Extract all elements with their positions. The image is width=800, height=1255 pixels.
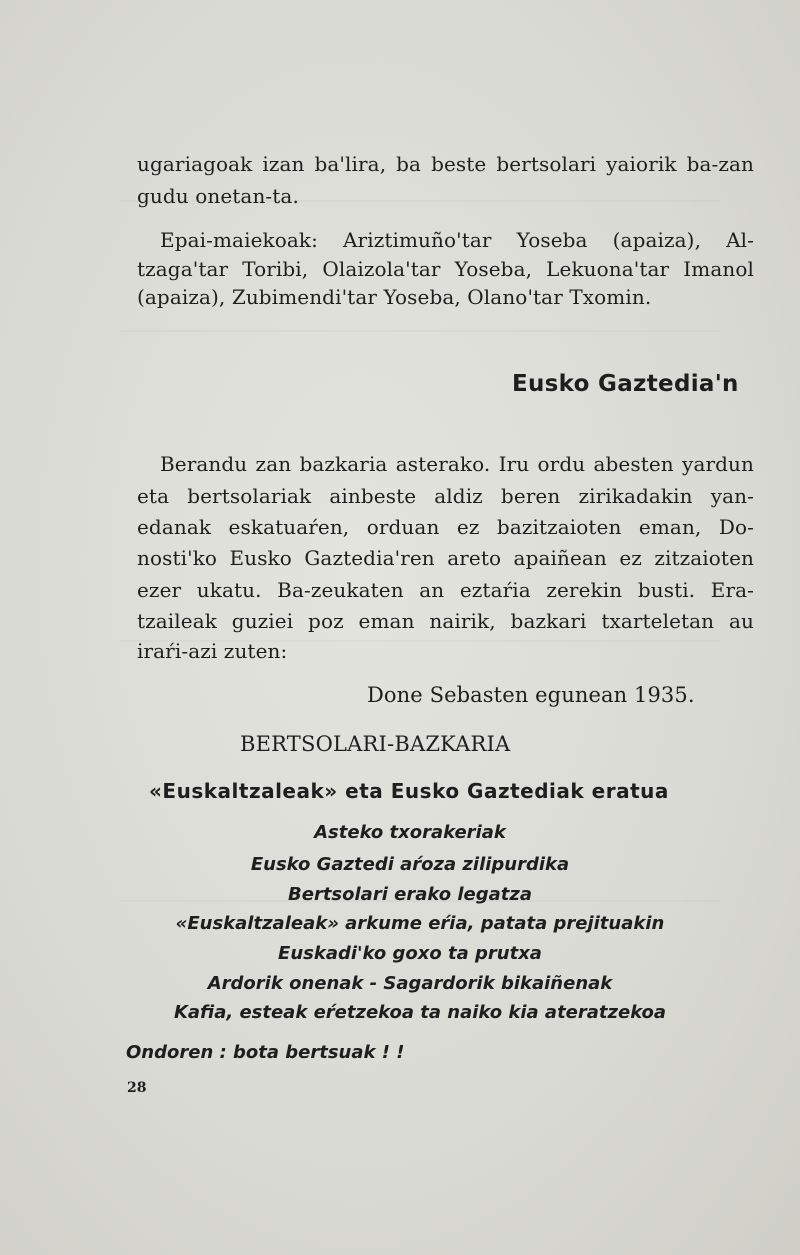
body-line: Epai-maiekoak: Ariztimuño'tar Yoseba (apaiza), Al- [160,228,754,252]
body-line: iraŕi-azi zuten: [137,639,288,663]
menu-item: «Euskaltzaleak» arkume eŕia, patata prejituakin [175,913,665,934]
body-line: Berandu zan bazkaria asterako. Iru ordu abesten yardun [160,452,754,476]
section-heading: Eusko Gaztedia'n [512,371,739,397]
body-line: ezer ukatu. Ba-zeukaten an eztaŕia zerekin busti. Era- [137,578,754,602]
menu-item: Asteko txorakeriak [314,822,506,843]
body-line: ugariagoak izan ba'lira, ba beste bertsolari yaiorik ba-zan [137,152,754,176]
body-line: tzaileak guziei poz eman nairik, bazkari txarteletan au [137,609,754,633]
body-line: eta bertsolariak ainbeste aldiz beren zirikadakin yan- [137,484,754,508]
menu-item: Bertsolari erako legatza [288,884,532,905]
body-line: gudu onetan-ta. [137,184,299,208]
page-number: 28 [127,1080,147,1096]
body-line: nosti'ko Eusko Gaztedia'ren areto apaiñean ez zitzaioten [137,546,754,570]
menu-item: Kafia, esteak eŕetzekoa ta naiko kia ateratzekoa [173,1002,667,1023]
menu-item: Ardorik onenak - Sagardorik bikaiñenak [207,973,613,994]
menu-title: BERTSOLARI-BAZKARIA [240,732,511,756]
date-line: Done Sebasten egunean 1935. [367,683,695,707]
menu-item: Euskadi'ko goxo ta prutxa [278,943,542,964]
menu-item: Eusko Gaztedi aŕoza zilipurdika [250,854,570,875]
menu-subtitle: «Euskaltzaleak» eta Eusko Gaztediak eratua [149,779,669,803]
closing-line: Ondoren : bota bertsuak ! ! [126,1042,405,1063]
body-line: edanak eskatuaŕen, orduan ez bazitzaioten eman, Do- [137,515,754,539]
body-line: (apaiza), Zubimendi'tar Yoseba, Olano'tar Txomin. [137,285,652,309]
body-line: tzaga'tar Toribi, Olaizola'tar Yoseba, Lekuona'tar Imanol [137,257,754,281]
